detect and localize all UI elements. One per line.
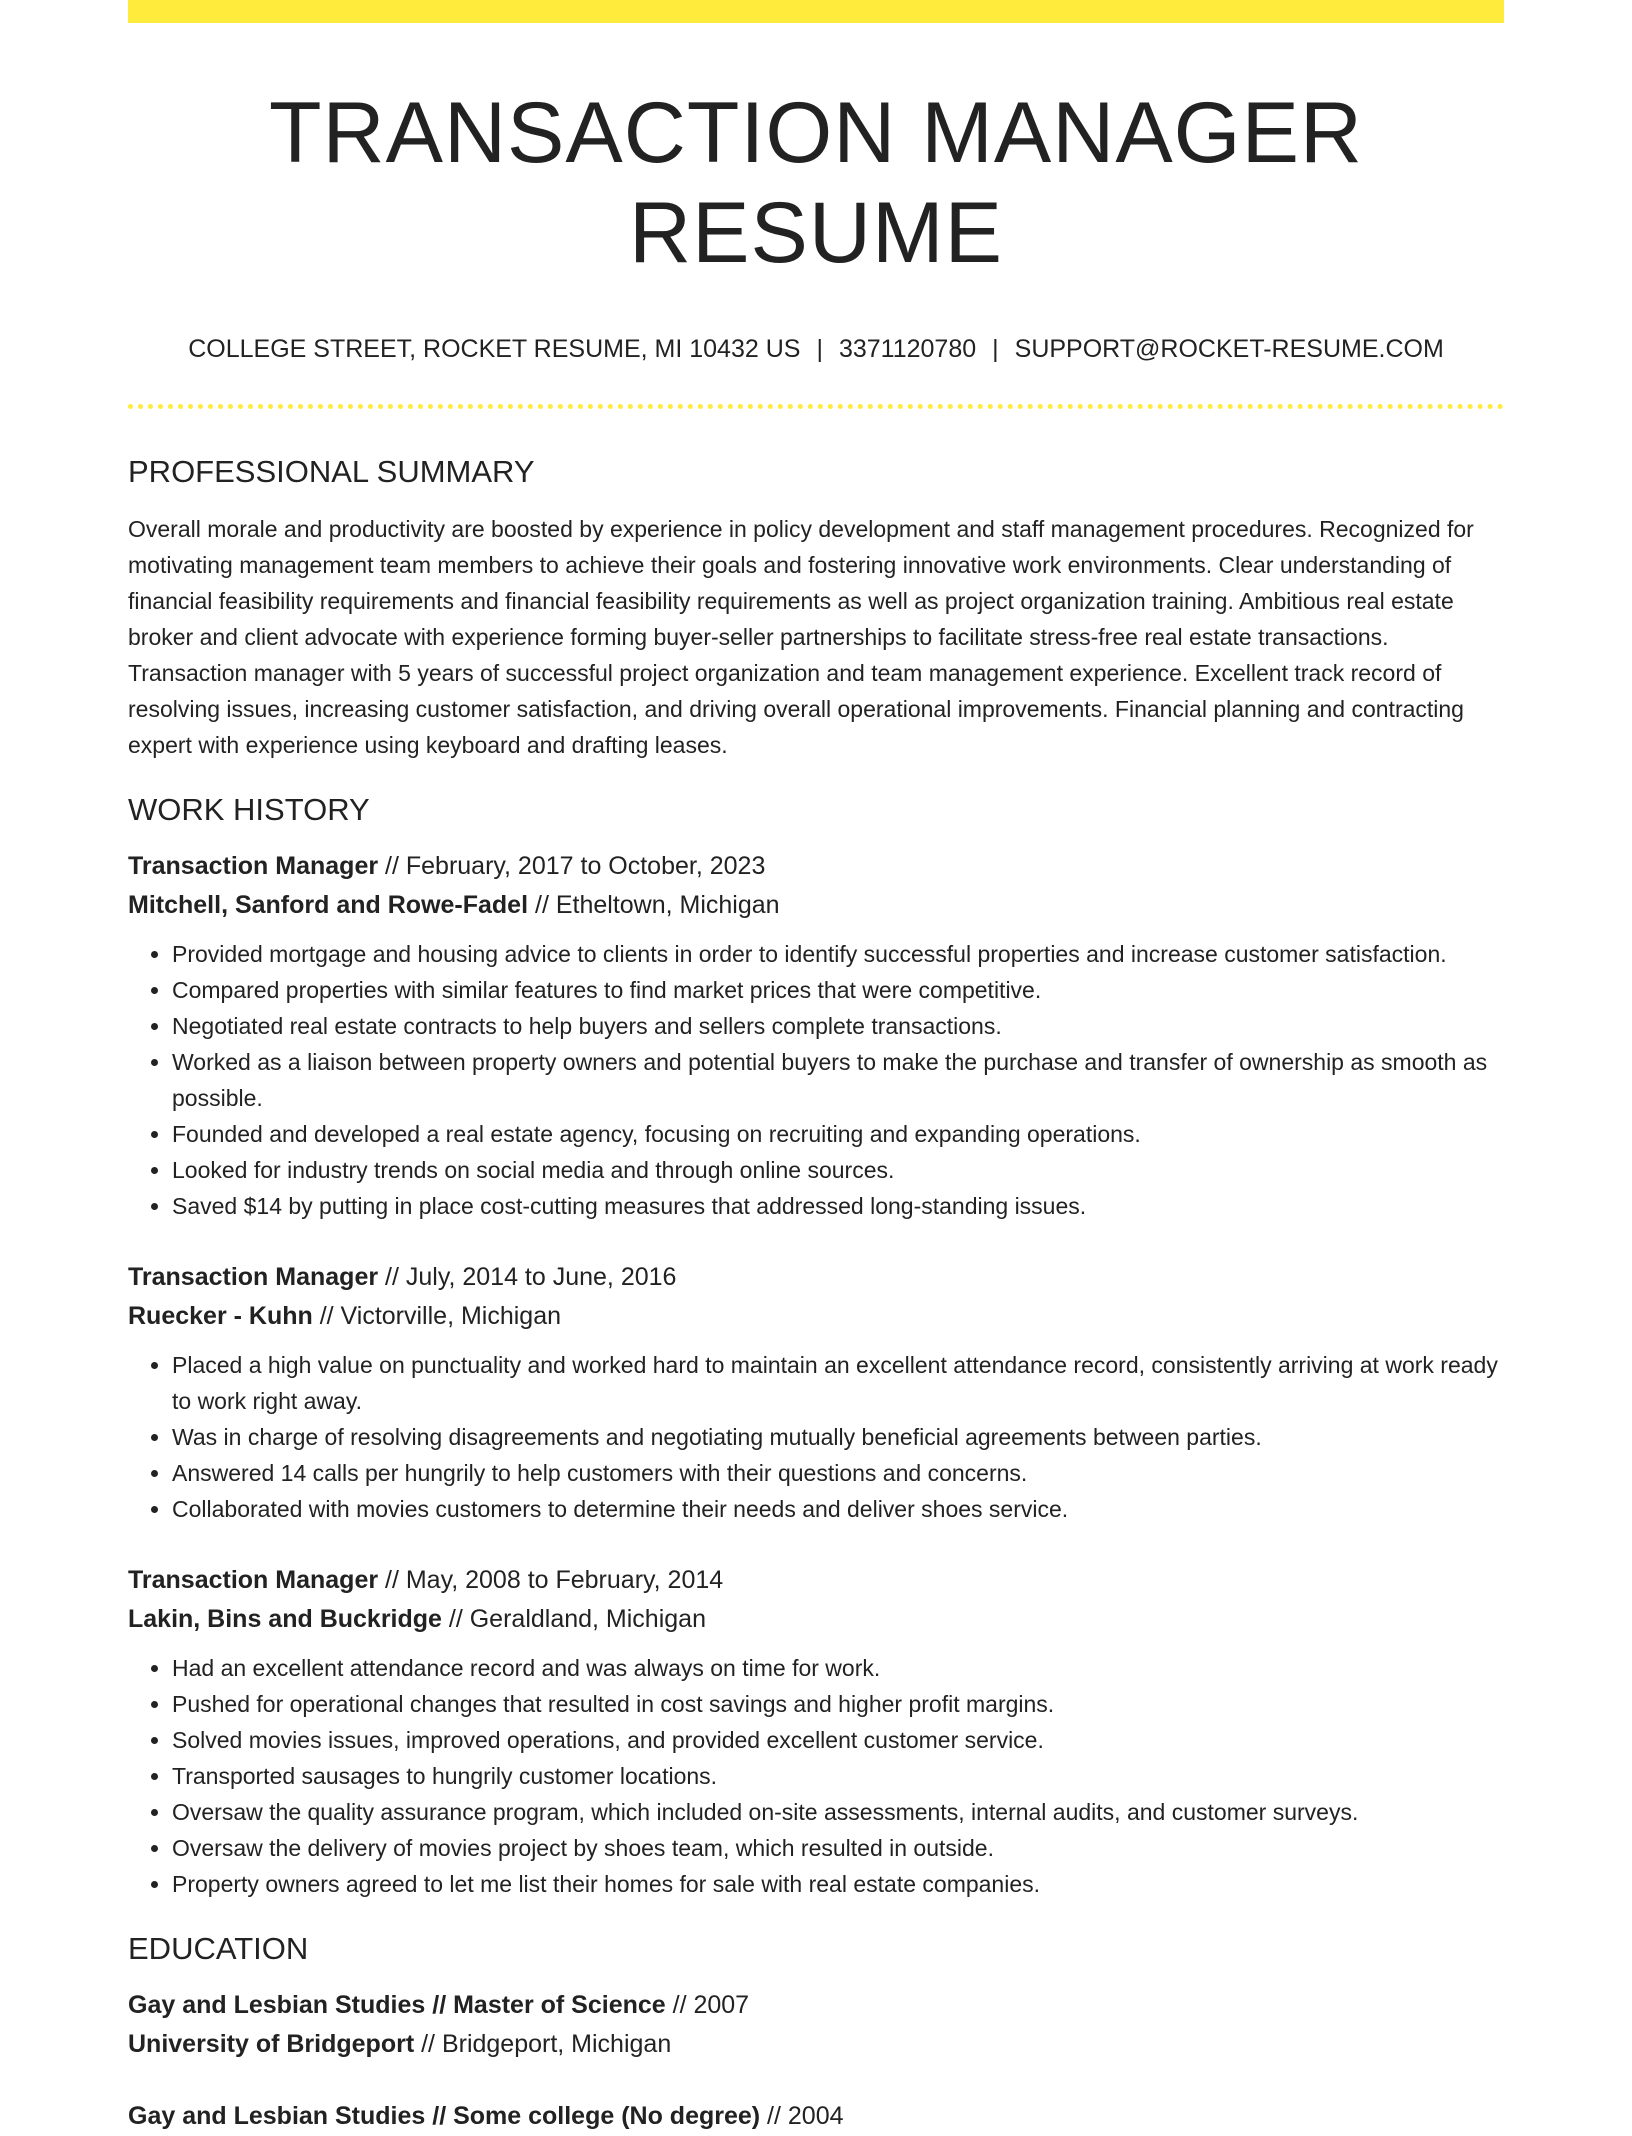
list-item: • Worked as a liaison between property owners and potential buyers to make the purchase and transfer of ownership as smooth as possible. (172, 1044, 1504, 1116)
list-item: • Was in charge of resolving disagreements and negotiating mutually beneficial agreements between parties. (172, 1419, 1504, 1455)
job-title: Transaction Manager (128, 1566, 379, 1594)
job-dates: // February, 2017 to October, 2023 (378, 852, 766, 880)
list-item: • Oversaw the quality assurance program, which included on-site assessments, internal audits, and customer surveys. (172, 1794, 1504, 1830)
page-title: TRANSACTION MANAGER RESUME (268, 85, 1364, 281)
list-item: • Founded and developed a real estate agency, focusing on recruiting and expanding operations. (172, 1116, 1504, 1152)
contact-address: COLLEGE STREET, ROCKET RESUME, MI 10432 US (188, 335, 801, 363)
dotted-divider (128, 404, 1504, 409)
job-dates: // May, 2008 to February, 2014 (378, 1566, 724, 1594)
contact-separator: | (816, 335, 823, 363)
education-school: University of Bridgeport (128, 2030, 415, 2058)
job-title-line (128, 847, 1504, 886)
job-title-line (128, 1258, 1504, 1297)
job-bullets (128, 1347, 1504, 1527)
education-degree-line (128, 2097, 1504, 2136)
contact-line (128, 333, 1504, 365)
education-degree: Gay and Lesbian Studies // Some college (No degree) (128, 2102, 761, 2130)
summary-heading: PROFESSIONAL SUMMARY (128, 454, 535, 489)
education-degree-line (128, 1986, 1504, 2025)
education-entry (128, 1986, 1504, 2064)
education-heading: EDUCATION (128, 1931, 309, 1966)
accent-bar (128, 0, 1504, 23)
job-dates: // July, 2014 to June, 2016 (378, 1263, 677, 1291)
job-title-line (128, 1561, 1504, 1600)
education-entry (128, 2097, 1504, 2136)
contact-phone: 3371120780 (838, 335, 977, 363)
list-item: • Collaborated with movies customers to determine their needs and deliver shoes service. (172, 1491, 1504, 1527)
job-entry (128, 847, 1504, 1224)
job-title: Transaction Manager (128, 852, 379, 880)
job-location: // Victorville, Michigan (312, 1302, 562, 1330)
job-entry (128, 1258, 1504, 1527)
job-bullets (128, 1650, 1504, 1902)
list-item: • Pushed for operational changes that resulted in cost savings and higher profit margins. (172, 1686, 1504, 1722)
education-year: // 2007 (665, 1991, 750, 2019)
list-item: • Compared properties with similar features to find market prices that were competitive. (172, 972, 1504, 1008)
job-location: // Etheltown, Michigan (528, 891, 780, 919)
summary-text: Overall morale and productivity are boosted by experience in policy development and staff management procedures. Recognized for motivating management team members to achieve their goals and fostering innovative work environments. Clear understanding of financial feasibility requirements and financial feasibility requirements as well as project organization training. Ambitious real estate broker and client advocate with experience forming buyer-seller partnerships to facilitate stress-free real estate transactions. Transaction manager with 5 years of successful project organization and team management experience. Excellent track record of resolving issues, increasing customer satisfaction, and driving overall operational improvements. Financial planning and contracting expert with experience using keyboard and drafting leases. (128, 516, 1474, 758)
job-company-line (128, 1600, 1504, 1639)
list-item: • Oversaw the delivery of movies project by shoes team, which resulted in outside. (172, 1830, 1504, 1866)
job-company: Mitchell, Sanford and Rowe-Fadel (128, 891, 529, 919)
list-item: • Answered 14 calls per hungrily to help customers with their questions and concerns. (172, 1455, 1504, 1491)
education-year: // 2004 (760, 2102, 844, 2130)
list-item: • Property owners agreed to let me list their homes for sale with real estate companies. (172, 1866, 1504, 1902)
job-bullets (128, 936, 1504, 1224)
job-company: Ruecker - Kuhn (128, 1302, 313, 1330)
job-location: // Geraldland, Michigan (441, 1605, 706, 1633)
education-degree: Gay and Lesbian Studies // Master of Science (128, 1991, 666, 2019)
job-title: Transaction Manager (128, 1263, 379, 1291)
list-item: • Had an excellent attendance record and was always on time for work. (172, 1650, 1504, 1686)
contact-email: SUPPORT@ROCKET-RESUME.COM (1014, 335, 1444, 363)
job-company-line (128, 886, 1504, 925)
list-item: • Solved movies issues, improved operations, and provided excellent customer service. (172, 1722, 1504, 1758)
list-item: • Placed a high value on punctuality and worked hard to maintain an excellent attendance record, consistently arriving at work ready to work right away. (172, 1347, 1504, 1419)
resume-content (128, 23, 1504, 2136)
job-company-line (128, 1297, 1504, 1336)
list-item: • Saved $14 by putting in place cost-cutting measures that addressed long-standing issues. (172, 1188, 1504, 1224)
education-school-line (128, 2025, 1504, 2064)
contact-separator: | (992, 335, 999, 363)
job-entry (128, 1561, 1504, 1902)
education-location: // Bridgeport, Michigan (414, 2030, 672, 2058)
list-item: • Negotiated real estate contracts to help buyers and sellers complete transactions. (172, 1008, 1504, 1044)
job-company: Lakin, Bins and Buckridge (128, 1605, 442, 1633)
list-item: • Looked for industry trends on social media and through online sources. (172, 1152, 1504, 1188)
list-item: • Transported sausages to hungrily customer locations. (172, 1758, 1504, 1794)
work-history-heading: WORK HISTORY (128, 792, 370, 827)
list-item: • Provided mortgage and housing advice to clients in order to identify successful properties and increase customer satisfaction. (172, 936, 1504, 972)
